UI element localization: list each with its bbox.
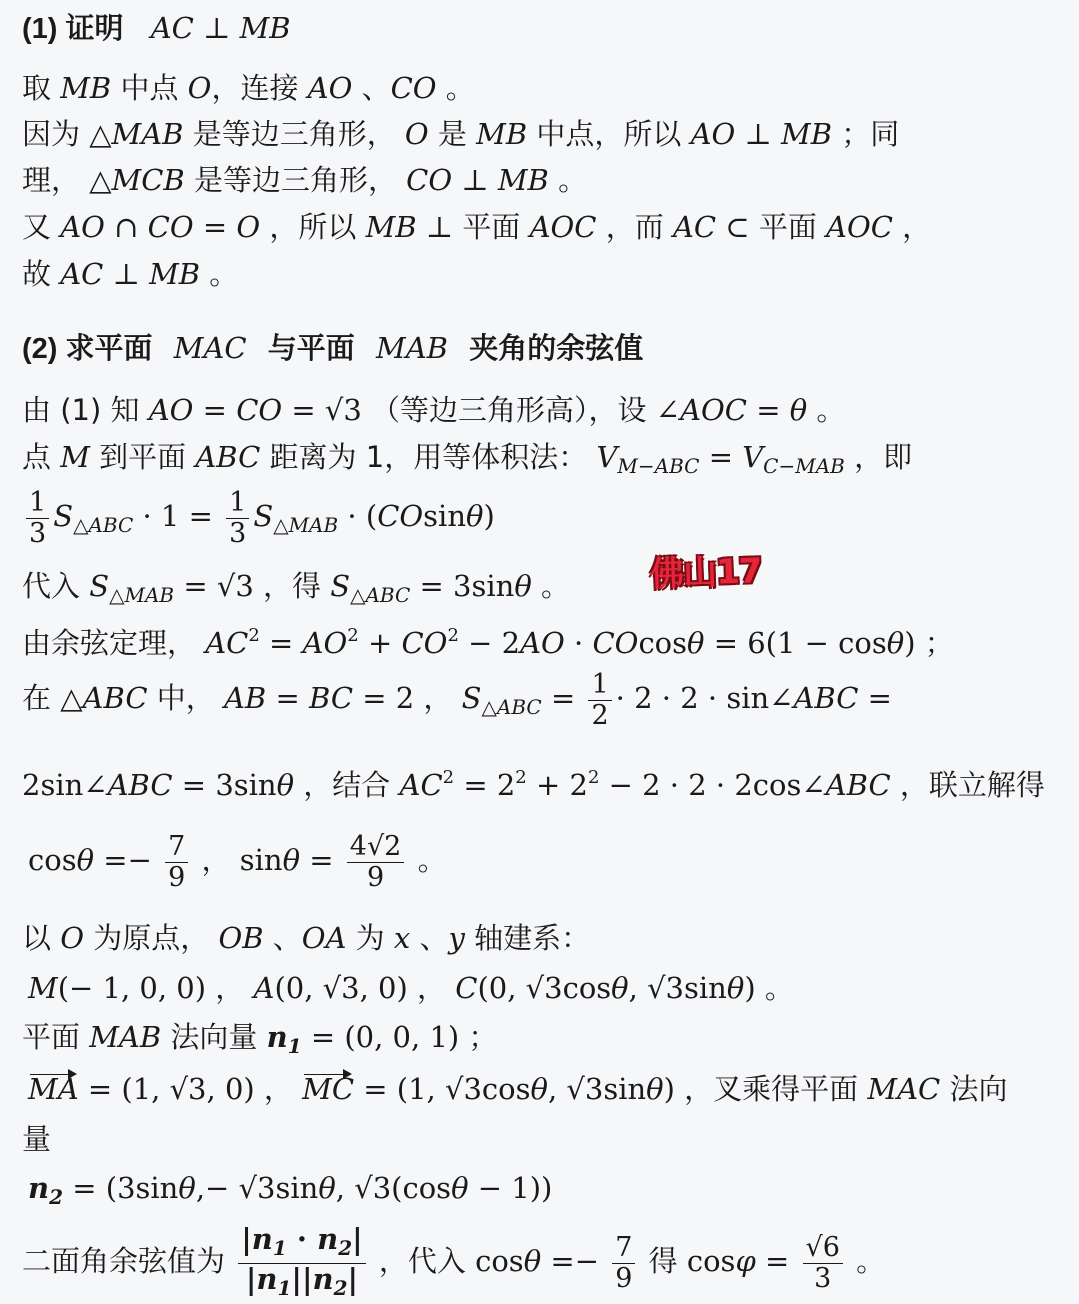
part1-line-4: 又 AO ∩ CO = O ，所以 MB ⊥ 平面 AOC ，而 AC ⊂ 平面 AOC ，	[22, 210, 932, 244]
part1-heading: (1) 证明 AC ⊥ MB	[22, 11, 291, 45]
fraction-one-third-2: $\frac{1}{3}$	[226, 488, 249, 549]
part2-line-2: 点 M 到平面 ABC 距离为 1，用等体积法： $V_{M-ABC} = V_{C-MAB}$ ，即	[22, 440, 913, 478]
fraction-root6-thirds: $\frac{√6}{3}$	[803, 1233, 843, 1294]
part2-line-5: 由余弦定理， $AC^2 = AO^2 + CO^2 - 2AO \cdot COcos\theta = 6(1 - \cos\theta)$ ；	[22, 625, 954, 660]
part1-line-1: 取 MB 中点 O，连接 AO 、CO 。	[22, 71, 475, 105]
part2-line-10: M(− 1, 0, 0) ， A(0, √3, 0) ， C(0, √3cosθ, √3sinθ) 。	[28, 971, 794, 1005]
part2-line-14: $n_2 = (3\sin\theta,- √3\sin\theta$, √3(cosθ − 1))	[28, 1171, 553, 1209]
part2-line-4: 代入 $S_{\triangle MAB} = √3$ ，得 $S_{\triangle ABC} = 3\sin\theta$ 。	[22, 569, 571, 607]
part2-line-11: 平面 MAB 法向量 $n_1 = (0$, 0, 1) ；	[22, 1020, 498, 1058]
part2-line-13: 量	[22, 1122, 52, 1156]
fraction-seven-ninths: $\frac{7}{9}$	[165, 832, 188, 893]
fraction-dihedral-cos: $\frac{|n_1 \cdot n_2|}{|n_1||n_2|}$	[238, 1224, 365, 1303]
part2-line-7: 2sin∠ABC = 3sinθ ，结合 $AC^2 = 2^2 + 2^2 - 2 \cdot 2$ · 2cos∠ABC ，联立解得	[22, 767, 1045, 802]
part2-line-1: 由 (1) 知 AO = CO = √3 （等边三角形高），设 ∠AOC = θ 。	[22, 393, 846, 427]
part2-line-8: cosθ =− $\frac{7}{9}$ ， sinθ = $\frac{4√2}{9}$ 。	[28, 830, 447, 893]
fraction-one-half: $\frac{1}{2}$	[588, 670, 611, 731]
part2-line-9: 以 O 为原点， OB 、OA 为 x 、y 轴建系：	[22, 921, 591, 955]
part2-line-6: 在 △ABC 中， AB = BC = 2 ， $S_{\triangle ABC}$ = $\frac{1}{2}$ · 2 · 2 · sin∠ABC =	[22, 668, 892, 731]
watermark-stamp: 佛山17	[649, 551, 763, 595]
part2-line-12: MA = (1, √3, 0) ， MC = (1, √3cosθ, √3sinθ) ，叉乘得平面 MAC 法向	[28, 1069, 1007, 1109]
part2-line-15: 二面角余弦值为 $\frac{|n_1 \cdot n_2|}{|n_1||n_2|}$ ，代入 cosθ =− $\frac{7}{9}$ 得 cosφ = $\frac{√6}{3}$ 。	[22, 1222, 885, 1300]
part1-line-3: 理， △MCB 是等边三角形， CO ⊥ MB 。	[22, 163, 588, 197]
part1-line-2: 因为 △MAB 是等边三角形， O 是 MB 中点，所以 AO ⊥ MB ；同	[22, 117, 900, 151]
part2-line-3: $\frac{1}{3}$ $S_{\triangle ABC} \cdot 1$ = $\frac{1}{3}$ $S_{\triangle MAB} \cdot (COsin\theta)$	[22, 482, 495, 550]
part2-heading: (2) 求平面 MAC 与平面 MAB 夹角的余弦值	[22, 331, 644, 365]
fraction-seven-ninths-2: $\frac{7}{9}$	[612, 1233, 635, 1294]
part1-line-5: 故 AC ⊥ MB 。	[22, 257, 239, 291]
fraction-four-root2-ninths: $\frac{4√2}{9}$	[347, 832, 405, 893]
fraction-one-third: $\frac{1}{3}$	[26, 488, 49, 549]
